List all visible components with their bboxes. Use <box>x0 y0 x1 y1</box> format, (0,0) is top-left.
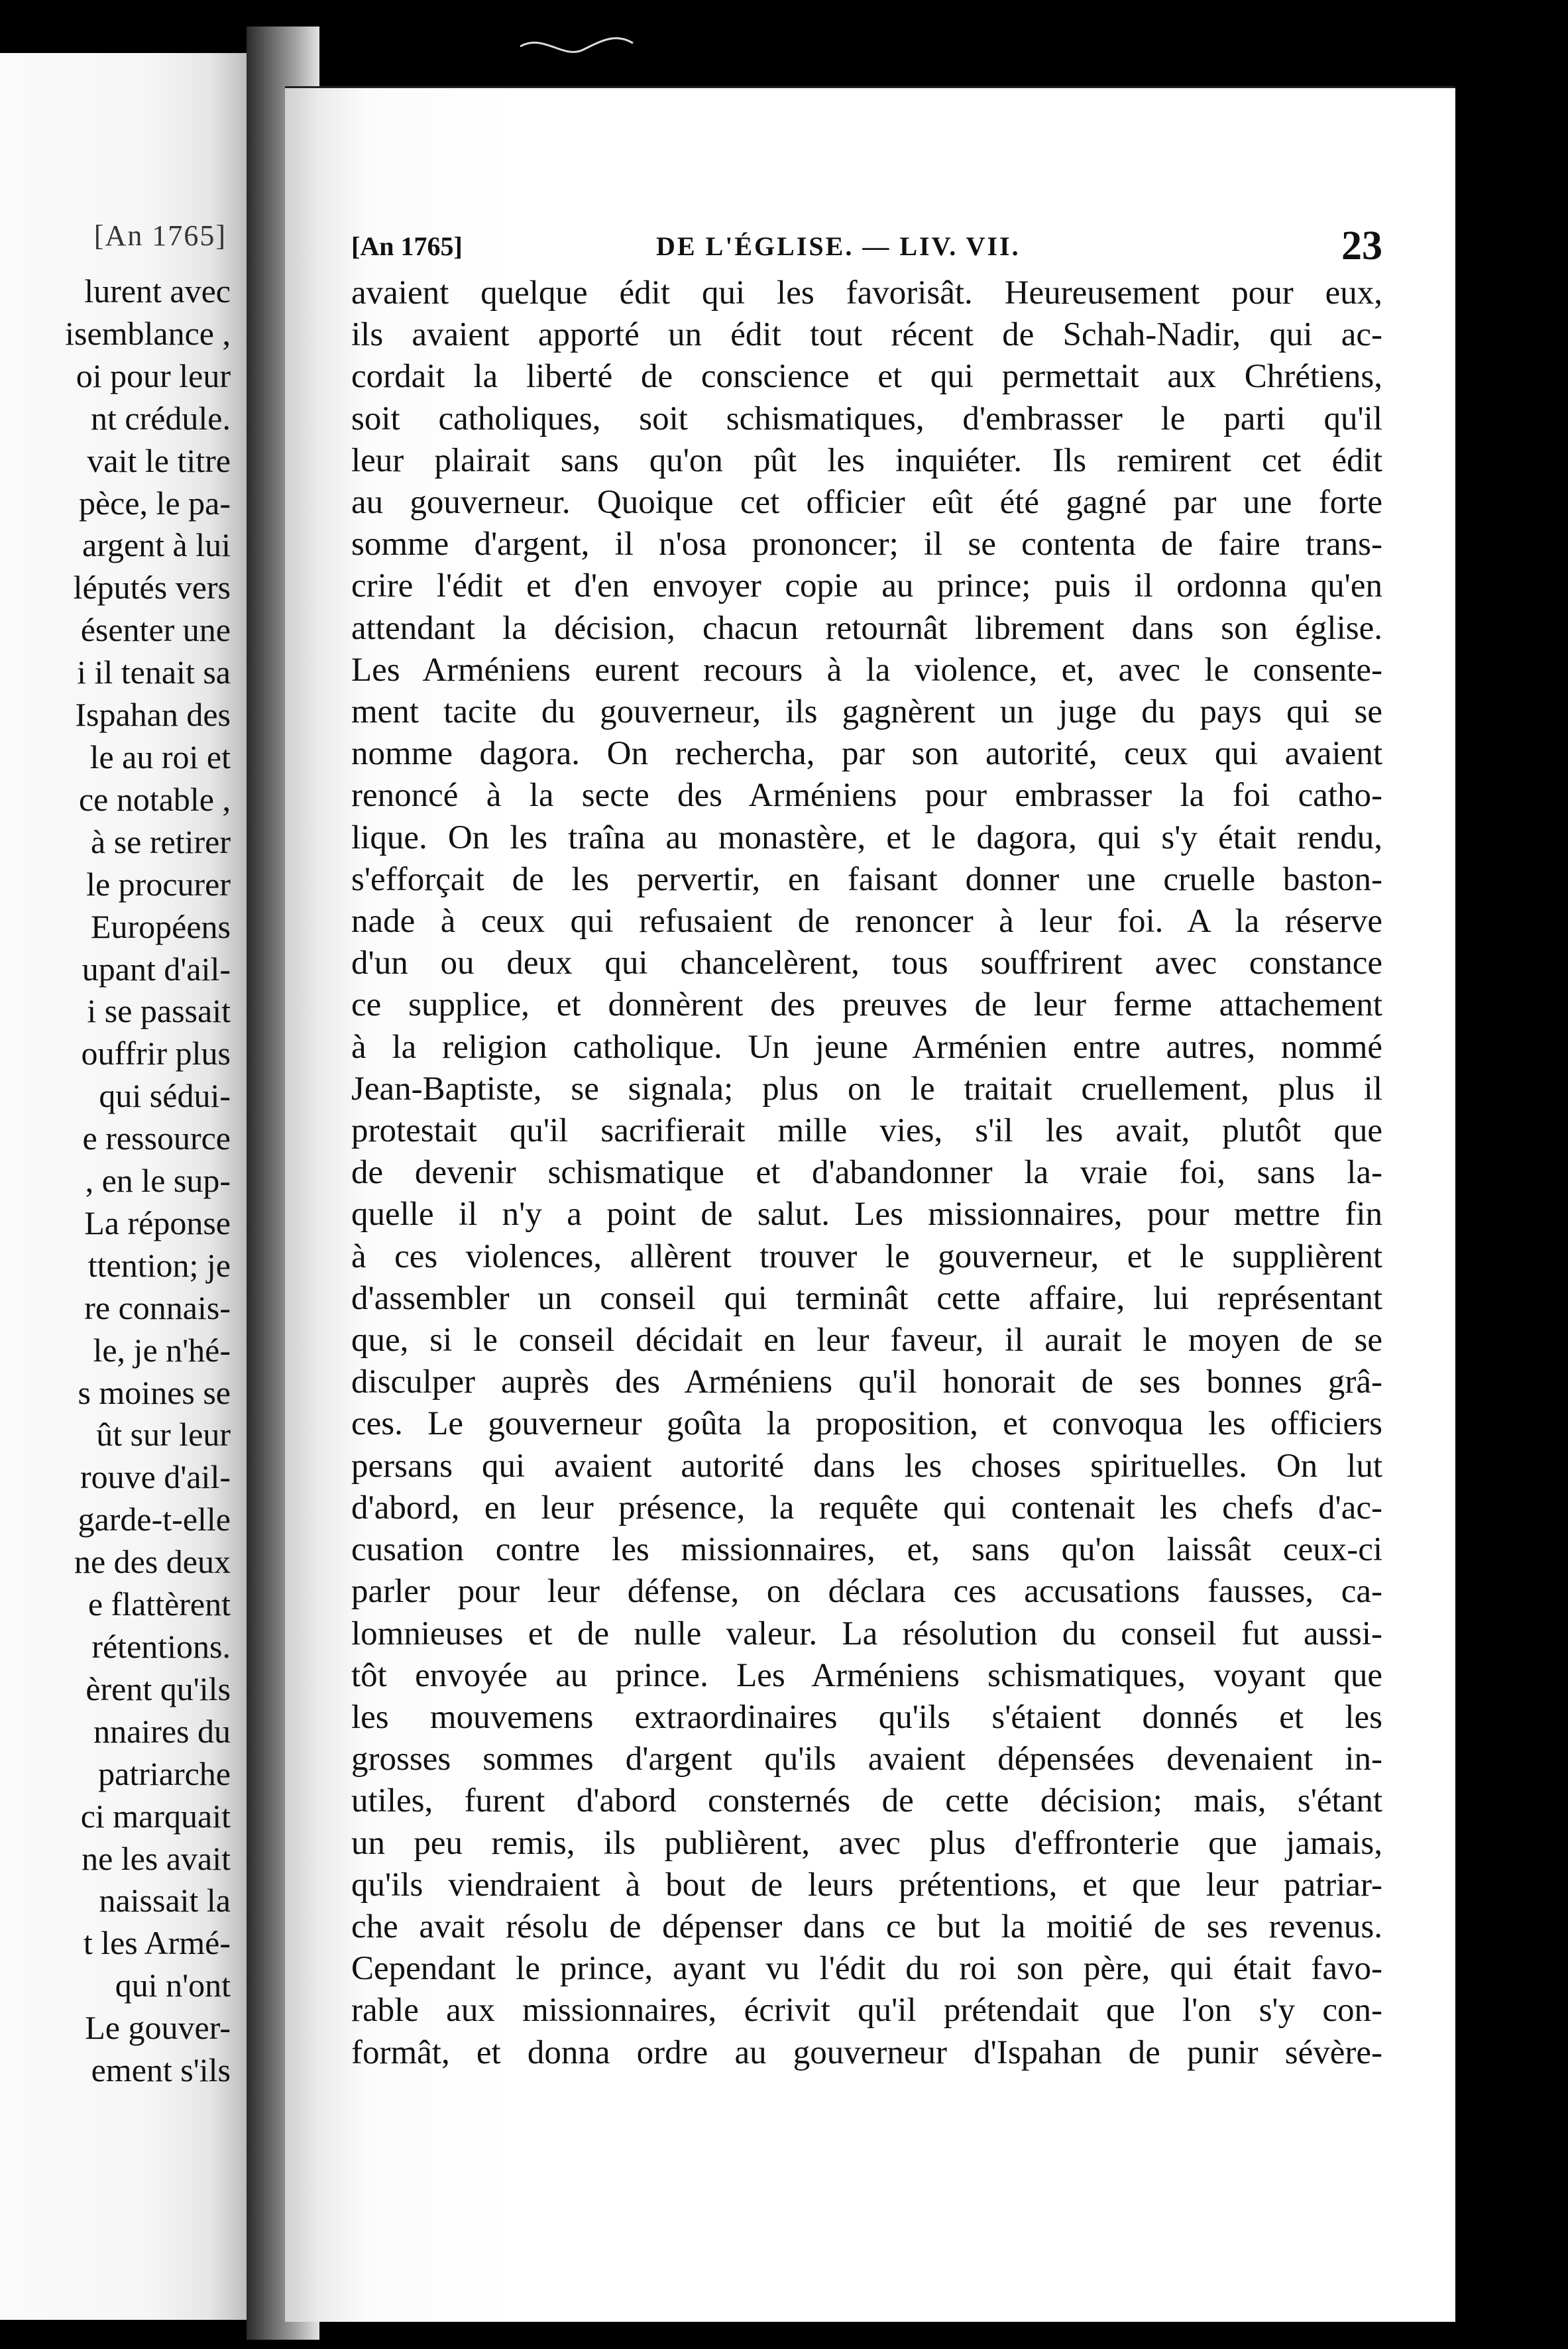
body-text-line: cusation contre les missionnaires, et, sans qu'on laissât ceux-ci <box>351 1531 1382 1569</box>
header-year: [An 1765] <box>351 231 463 261</box>
body-text-line: que, si le conseil décidait en leur faveur, il aurait le moyen de se <box>351 1322 1382 1359</box>
left-text-line: garde-t-elle <box>78 1501 231 1538</box>
body-text-line: ment tacite du gouverneur, ils gagnèrent un juge du pays qui se <box>351 693 1382 731</box>
body-text-line: d'abord, en leur présence, la requête qui contenait les chefs d'ac- <box>351 1489 1382 1526</box>
body-text-line: cordait la liberté de conscience et qui permettait aux Chrétiens, <box>351 358 1382 396</box>
body-text-line: qu'ils viendraient à bout de leurs prétentions, et que leur patriar- <box>351 1866 1382 1904</box>
left-text-line: le au roi et <box>89 738 231 775</box>
body-text-line: parler pour leur défense, on déclara ces accusations fausses, ca- <box>351 1573 1382 1611</box>
left-text-line: ttention; je <box>87 1246 231 1284</box>
body-text-line: d'assembler un conseil qui terminât cette affaire, lui représentant <box>351 1279 1382 1317</box>
left-page-header: [An 1765] <box>93 219 227 252</box>
body-text-line: grosses sommes d'argent qu'ils avaient dépensées devenaient in- <box>351 1741 1382 1778</box>
left-text-line: oi pour leur <box>76 357 231 394</box>
body-text-line: nomme dagora. On rechercha, par son autorité, ceux qui avaient <box>351 735 1382 773</box>
body-text-line: ce supplice, et donnèrent des preuves de leur ferme attachement <box>351 986 1382 1024</box>
left-text-line: ci marquait <box>80 1797 231 1835</box>
body-text-line: à la religion catholique. Un jeune Arménien entre autres, nommé <box>351 1028 1382 1066</box>
body-text-line: somme d'argent, il n'osa prononcer; il se contenta de faire trans- <box>351 526 1382 563</box>
body-text-line: quelle il n'y a point de salut. Les missionnaires, pour mettre fin <box>351 1196 1382 1233</box>
body-text-line: Jean-Baptiste, se signala; plus on le traitait cruellement, plus il <box>351 1070 1382 1108</box>
left-text-line: rétentions. <box>91 1628 231 1665</box>
header-title: DE L'ÉGLISE. — LIV. VII. <box>656 231 1021 261</box>
left-text-line: naissait la <box>99 1882 231 1919</box>
scan-border <box>1455 0 1568 2349</box>
left-text-line: t les Armé- <box>83 1924 231 1962</box>
body-text-line: renoncé à la secte des Arméniens pour embrasser la foi catho- <box>351 777 1382 815</box>
body-text-line: un peu remis, ils publièrent, avec plus d'effronterie que jamais, <box>351 1824 1382 1862</box>
body-text-line: che avait résolu de dépenser dans ce but la moitié de ses revenus. <box>351 1908 1382 1945</box>
body-text-line: Les Arméniens eurent recours à la violence, et, avec le consente- <box>351 651 1382 689</box>
body-text-line: soit catholiques, soit schismatiques, d'embrasser le parti qu'il <box>351 400 1382 437</box>
left-text-line: e ressource <box>82 1119 231 1157</box>
body-text-line: crire l'édit et d'en envoyer copie au prince; puis il ordonna qu'en <box>351 567 1382 605</box>
body-text-line: formât, et donna ordre au gouverneur d'Ispahan de punir sévère- <box>351 2034 1382 2071</box>
left-text-line: èrent qu'ils <box>85 1670 231 1707</box>
body-text-line: nade à ceux qui refusaient de renoncer à leur foi. A la réserve <box>351 903 1382 941</box>
body-text-line: de devenir schismatique et d'abandonner la vraie foi, sans la- <box>351 1154 1382 1192</box>
left-text-line: re connais- <box>84 1289 231 1326</box>
body-text-line: Cependant le prince, ayant vu l'édit du roi son père, qui était favo- <box>351 1950 1382 1988</box>
left-text-line: le, je n'hé- <box>93 1331 231 1369</box>
left-text-line: s moines se <box>78 1373 231 1411</box>
left-text-line: à se retirer <box>91 823 231 860</box>
left-text-line: i il tenait sa <box>77 654 231 691</box>
body-text-line: avaient quelque édit qui les favorisât. Heureusement pour eux, <box>351 274 1382 312</box>
left-text-line: i se passait <box>87 992 231 1030</box>
left-facing-page <box>0 53 247 2320</box>
body-text-line: s'efforçait de les pervertir, en faisant donner une cruelle baston- <box>351 860 1382 898</box>
left-text-line: rouve d'ail- <box>80 1458 231 1496</box>
body-text-line: rable aux missionnaires, écrivit qu'il prétendait que l'on s'y con- <box>351 1992 1382 2030</box>
body-text-line: utiles, furent d'abord consternés de cette décision; mais, s'étant <box>351 1782 1382 1820</box>
left-text-line: pèce, le pa- <box>78 484 231 522</box>
left-text-line: léputés vers <box>73 569 231 606</box>
body-text-line: d'un ou deux qui chancelèrent, tous souffrirent avec constance <box>351 945 1382 982</box>
right-page <box>285 86 1455 2322</box>
body-text-line: au gouverneur. Quoique cet officier eût été gagné par une forte <box>351 484 1382 522</box>
body-text-line: les mouvemens extraordinaires qu'ils s'étaient donnés et les <box>351 1698 1382 1736</box>
left-text-line: patriarche <box>98 1754 231 1792</box>
left-text-line: ouffrir plus <box>81 1035 231 1072</box>
scan-stroke-mark <box>517 27 636 66</box>
body-text-line: ces. Le gouverneur goûta la proposition, et convoqua les officiers <box>351 1405 1382 1443</box>
left-text-line: Le gouver- <box>85 2009 231 2047</box>
left-text-line: , en le sup- <box>85 1162 231 1200</box>
left-text-line: ne les avait <box>82 1839 231 1877</box>
body-text-line: lique. On les traîna au monastère, et le dagora, qui s'y était rendu, <box>351 819 1382 856</box>
body-text-line: disculper auprès des Arméniens qu'il honorait de ses bonnes grâ- <box>351 1363 1382 1401</box>
left-text-line: ement s'ils <box>91 2051 231 2089</box>
left-text-line: ût sur leur <box>96 1416 231 1454</box>
page-number: 23 <box>1341 223 1382 268</box>
left-text-line: Européens <box>90 907 231 945</box>
left-text-line: ne des deux <box>74 1543 231 1581</box>
left-text-line: vait le titre <box>87 441 231 479</box>
left-text-line: nnaires du <box>93 1712 231 1750</box>
left-text-line: qui sédui- <box>99 1077 231 1115</box>
left-page-text <box>65 270 231 2092</box>
left-text-line: argent à lui <box>82 526 231 564</box>
body-text-line: protestait qu'il sacrifierait mille vies, s'il les avait, plutôt que <box>351 1112 1382 1150</box>
left-text-line: La réponse <box>84 1204 231 1241</box>
left-text-line: upant d'ail- <box>82 950 231 988</box>
body-text-line: ils avaient apporté un édit tout récent de Schah-Nadir, qui ac- <box>351 316 1382 354</box>
left-text-line: isemblance , <box>65 314 231 352</box>
body-text-line: attendant la décision, chacun retournât librement dans son église. <box>351 609 1382 647</box>
left-text-line: ce notable , <box>78 780 231 818</box>
body-text <box>351 272 1382 2074</box>
left-text-line: le procurer <box>86 865 231 903</box>
running-header <box>351 223 1382 270</box>
left-text-line: Ispahan des <box>75 696 231 734</box>
body-text-line: tôt envoyée au prince. Les Arméniens schismatiques, voyant que <box>351 1656 1382 1694</box>
left-text-line: ésenter une <box>80 611 231 649</box>
left-text-line: qui n'ont <box>115 1967 231 2004</box>
left-text-line: lurent avec <box>84 272 231 310</box>
body-text-line: persans qui avaient autorité dans les choses spirituelles. On lut <box>351 1447 1382 1485</box>
left-text-line: e flattèrent <box>87 1585 231 1623</box>
body-text-line: à ces violences, allèrent trouver le gouverneur, et le supplièrent <box>351 1237 1382 1275</box>
body-text-line: lomnieuses et de nulle valeur. La résolution du conseil fut aussi- <box>351 1615 1382 1652</box>
body-text-line: leur plairait sans qu'on pût les inquiéter. Ils remirent cet édit <box>351 441 1382 479</box>
left-text-line: nt crédule. <box>90 399 231 437</box>
